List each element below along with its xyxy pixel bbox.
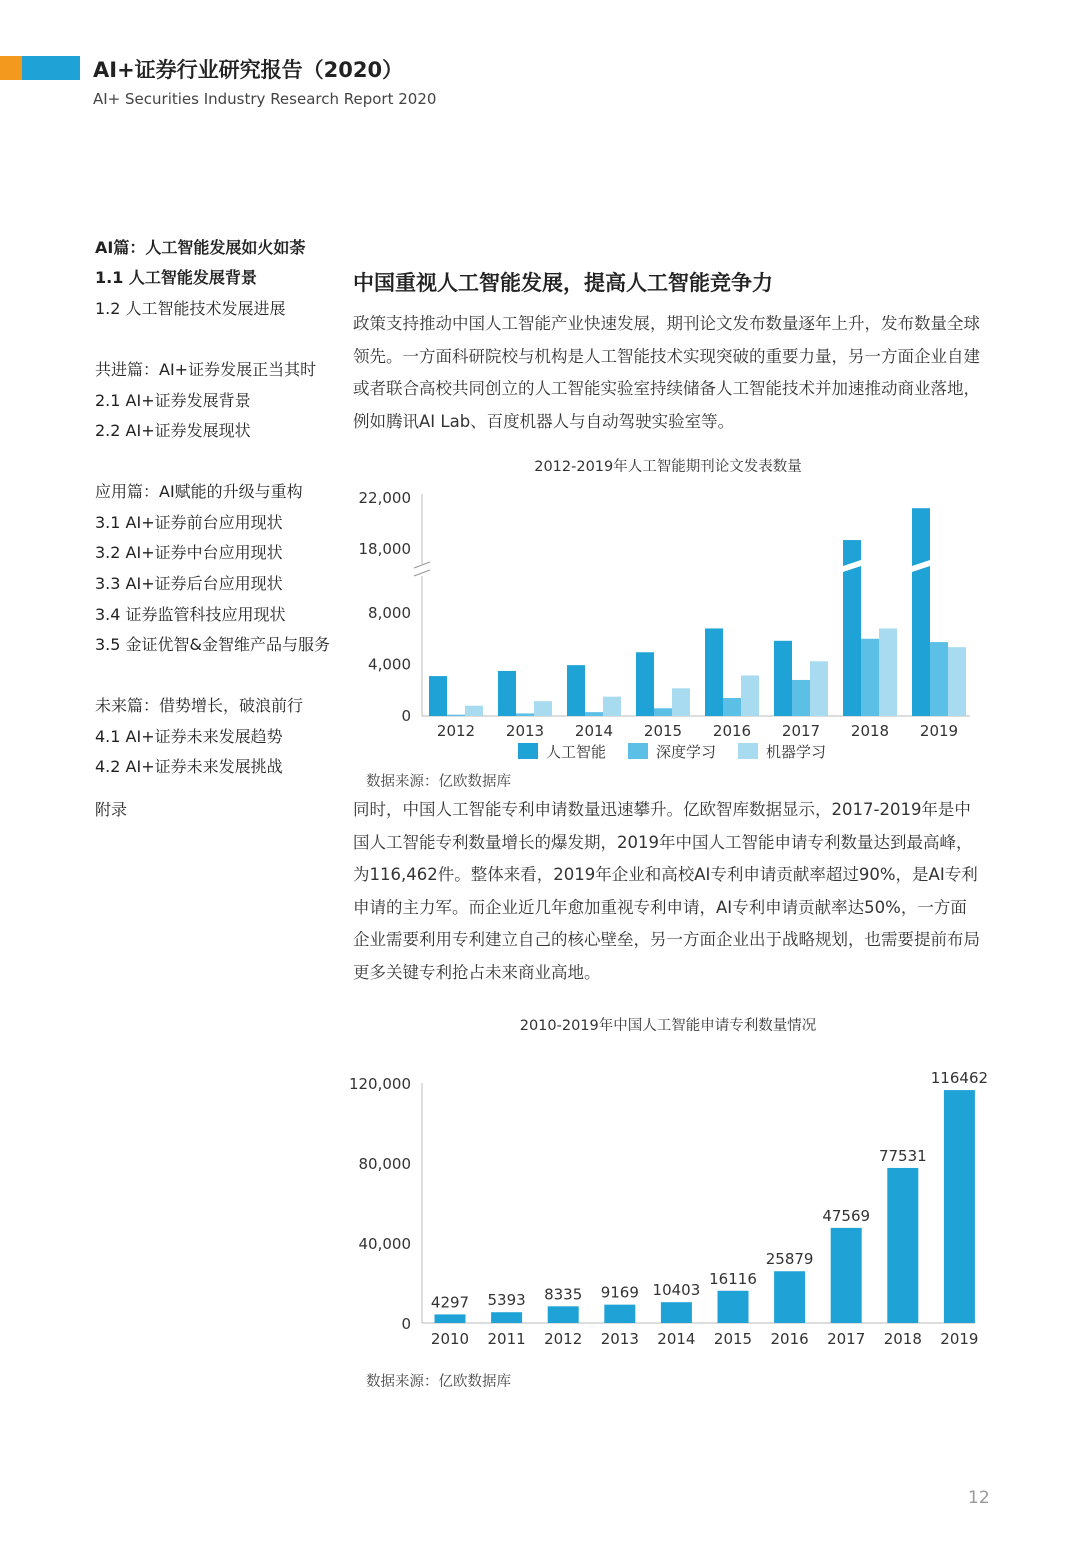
chart2-bar — [774, 1271, 805, 1323]
chart2-ytick-label: 120,000 — [348, 1075, 411, 1093]
chart2-xtick-label: 2012 — [544, 1330, 583, 1348]
report-title: AI+证券行业研究报告（2020） — [93, 58, 404, 82]
chart1-xtick-label: 2013 — [505, 722, 545, 740]
toc-item[interactable]: 1.1 人工智能发展背景 — [95, 268, 257, 287]
chart2-bar — [831, 1228, 862, 1323]
chart1-bar — [534, 701, 552, 716]
chart1-ytick-label: 22,000 — [358, 489, 411, 507]
chart1-xtick-label: 2014 — [574, 722, 614, 740]
chart1-bar — [705, 628, 723, 716]
chart1-bar — [948, 647, 966, 716]
chart1-ytick-label: 8,000 — [368, 604, 411, 622]
chart2-data-label: 47569 — [822, 1206, 871, 1225]
chart2-xtick-label: 2014 — [657, 1330, 696, 1348]
chart1-legend-swatch — [628, 743, 648, 759]
toc-item[interactable]: 3.5 金证优智&金智维产品与服务 — [95, 635, 331, 654]
chart2-xtick-label: 2018 — [883, 1330, 922, 1348]
chart1-bar — [741, 675, 759, 716]
toc-item[interactable]: 未来篇：借势增长，破浪前行 — [95, 696, 304, 715]
chart1-bar — [516, 713, 534, 716]
chart2-xtick-label: 2019 — [940, 1330, 979, 1348]
chart1-ytick-label: 4,000 — [368, 655, 411, 674]
chart2-bar — [435, 1314, 466, 1323]
toc-item[interactable]: 2.2 AI+证券发展现状 — [95, 421, 251, 440]
intro-paragraph: 政策支持推动中国人工智能产业快速发展，期刊论文发布数量逐年上升，发布数量全球领先。一方面科研院校与机构是人工智能技术实现突破的重要力量，另一方面企业自建或者联合高校共同创立的人工智能实验室持续储备人工智能技术并加速推动商业落地，例如腾讯AI Lab、百度机器人与自动驾驶实验室等。 — [353, 314, 980, 431]
chart1-xtick-label: 2015 — [643, 722, 683, 740]
chart1-xtick-label: 2012 — [436, 722, 476, 740]
chart2-data-label: 4297 — [430, 1293, 470, 1312]
chart1-xtick-label: 2019 — [919, 722, 959, 740]
header-orange-bar — [0, 56, 22, 80]
chart1-legend-label: 深度学习 — [656, 743, 717, 761]
chart1-bar — [654, 708, 672, 716]
chart2-bar — [718, 1291, 749, 1323]
chart1-bar — [585, 712, 603, 716]
toc-item[interactable]: 4.1 AI+证券未来发展趋势 — [95, 727, 283, 746]
chart1-bar — [429, 676, 447, 716]
chart2-data-label: 5393 — [487, 1291, 526, 1310]
chart1-bar — [912, 508, 930, 716]
chart2-xtick-label: 2013 — [600, 1330, 639, 1348]
chart2-data-label: 16116 — [709, 1269, 757, 1288]
chart1-bar — [774, 641, 792, 716]
toc-item[interactable]: 3.4 证券监管科技应用现状 — [95, 605, 286, 624]
chart1-legend-swatch — [738, 743, 758, 759]
toc-item[interactable]: 共进篇：AI+证券发展正当其时 — [95, 360, 317, 379]
chart1-legend-label: 机器学习 — [766, 743, 827, 761]
chart1-bar — [879, 628, 897, 716]
chart1-title: 2012-2019年人工智能期刊论文发表数量 — [534, 459, 802, 475]
chart2-ytick-label: 80,000 — [358, 1155, 411, 1173]
toc-item[interactable]: AI篇：人工智能发展如火如荼 — [95, 238, 306, 257]
chart1-bar — [861, 639, 879, 716]
toc-item[interactable]: 4.2 AI+证券未来发展挑战 — [95, 757, 283, 776]
chart1-bar — [672, 688, 690, 716]
toc-item[interactable]: 3.3 AI+证券后台应用现状 — [95, 574, 283, 593]
chart1-bar — [723, 698, 741, 716]
toc-item[interactable]: 应用篇：AI赋能的升级与重构 — [95, 482, 303, 501]
chart1-bar — [465, 706, 483, 716]
header-blue-bar — [22, 56, 80, 80]
chart2-data-label: 25879 — [765, 1250, 814, 1269]
chart2-bar — [887, 1168, 918, 1323]
chart1-bar — [930, 642, 948, 716]
chart2-bar — [491, 1312, 522, 1323]
chart2-xtick-label: 2010 — [430, 1330, 470, 1348]
chart1-xtick-label: 2016 — [712, 722, 752, 740]
chart2-xtick-label: 2016 — [770, 1330, 809, 1348]
toc-item[interactable]: 1.2 人工智能技术发展进展 — [95, 299, 286, 318]
chart2-data-label: 77531 — [878, 1146, 927, 1165]
chart2-ytick-label: 40,000 — [358, 1235, 411, 1253]
chart2-bar — [604, 1305, 635, 1323]
patent-paragraph: 同时，中国人工智能专利申请数量迅速攀升。亿欧智库数据显示，2017-2019年是中国人工智能专利数量增长的爆发期，2019年中国人工智能申请专利数量达到最高峰，为116,462件。整体来看，2019年企业和高校AI专利申请贡献率超过90%，是AI专利申请的主力军。而企业近几年愈加重视专利申请，AI专利申请贡献率达50%，一方面企业需要利用专利建立自己的核心壁垒，另一方面企业出于战略规划，也需要提前布局更多关键专利抢占未来商业高地。 — [353, 800, 980, 982]
chart1-legend-swatch — [518, 743, 538, 759]
chart2-bar — [944, 1090, 975, 1323]
chart1-bar — [447, 715, 465, 716]
chart2-xtick-label: 2017 — [827, 1330, 866, 1348]
chart1-bar — [636, 652, 654, 716]
chart2-xtick-label: 2015 — [713, 1330, 753, 1348]
chart1-legend-label: 人工智能 — [546, 743, 607, 761]
chart2-patents — [340, 1060, 989, 1360]
chart2-data-label: 8335 — [544, 1285, 583, 1304]
chart2-source: 数据来源：亿欧数据库 — [366, 1374, 511, 1390]
chart1-axis-break — [414, 570, 430, 576]
chart2-ytick-label: 0 — [401, 1315, 411, 1333]
chart1-bar — [567, 665, 585, 716]
chart2-data-label: 116462 — [930, 1069, 989, 1088]
toc-item[interactable]: 附录 — [95, 800, 128, 819]
chart1-bar — [792, 680, 810, 716]
toc-item[interactable]: 3.2 AI+证券中台应用现状 — [95, 543, 283, 562]
chart1-source: 数据来源：亿欧数据库 — [366, 774, 511, 790]
chart1-papers — [350, 480, 970, 770]
chart1-xtick-label: 2017 — [781, 722, 821, 740]
chart2-bar — [548, 1306, 579, 1323]
section-title: 中国重视人工智能发展，提高人工智能竞争力 — [353, 271, 773, 295]
chart1-ytick-label: 18,000 — [358, 540, 411, 558]
chart1-bar-break — [768, 558, 798, 574]
chart1-ytick-label: 0 — [401, 707, 411, 725]
report-subtitle: AI+ Securities Industry Research Report 2020 — [93, 90, 437, 108]
toc-item[interactable]: 3.1 AI+证券前台应用现状 — [95, 513, 283, 532]
chart1-bar — [498, 671, 516, 716]
chart1-bar — [603, 697, 621, 716]
chart2-title: 2010-2019年中国人工智能申请专利数量情况 — [519, 1018, 817, 1034]
chart2-data-label: 9169 — [600, 1283, 639, 1302]
chart1-bar — [810, 661, 828, 716]
chart2-bar — [661, 1302, 692, 1323]
chart2-xtick-label: 2011 — [487, 1330, 526, 1348]
toc-item[interactable]: 2.1 AI+证券发展背景 — [95, 391, 251, 410]
page-number: 12 — [968, 1488, 990, 1508]
chart2-data-label: 10403 — [652, 1281, 701, 1300]
chart1-xtick-label: 2018 — [850, 722, 890, 740]
